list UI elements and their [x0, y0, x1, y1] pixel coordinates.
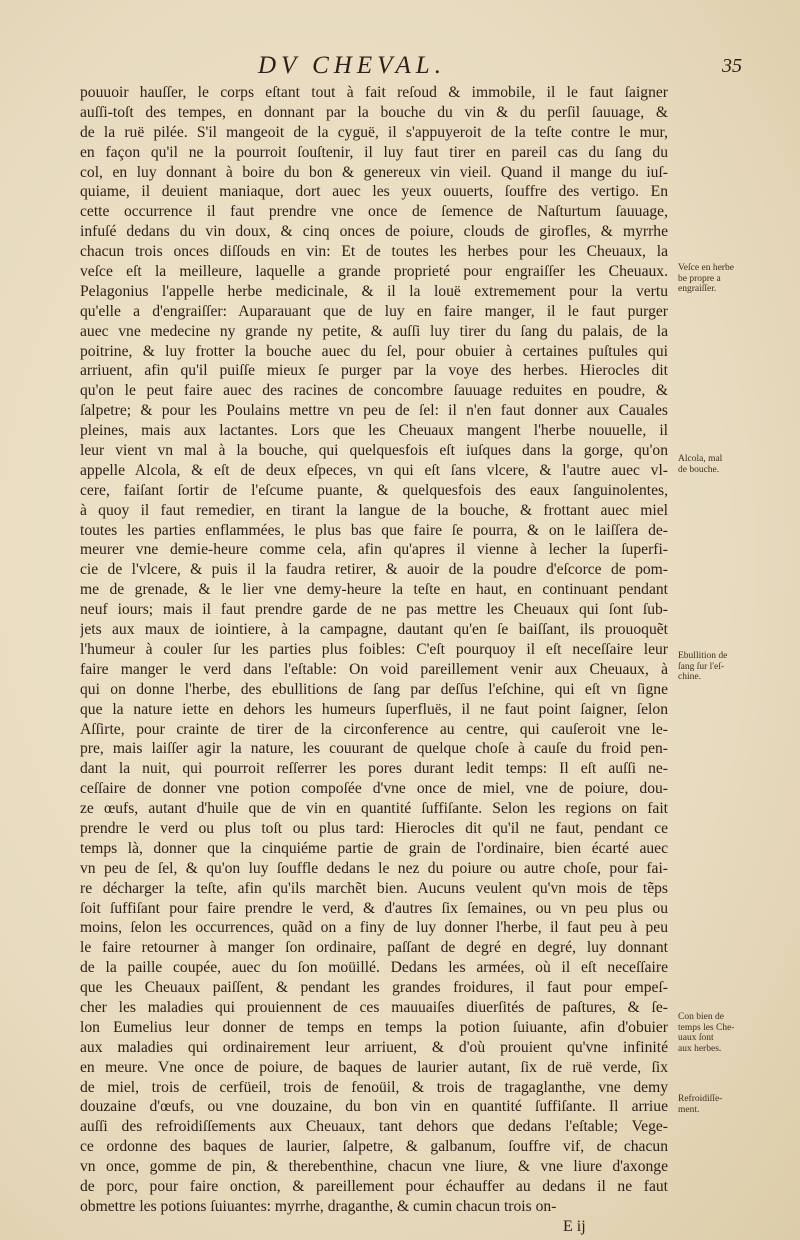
text-line: obmettre les potions ſuiuantes: myrrhe, draganthe, & cumin chacun trois on-	[80, 1197, 557, 1215]
text-line: dant la nuit, qui pourroit reſſerrer les pores durant ledit temps: Il eſt auſſi ne-	[80, 760, 668, 778]
text-line: qui on donne l'herbe, des ebullitions de ſang par deſſus l'eſchine, qui eſt vn ſigne	[80, 680, 668, 698]
margin-note-line: Alcola, mal	[678, 454, 723, 464]
text-line: cette occurrence il faut prendre vne once de ſemence de Naſturtum ſauuage,	[80, 203, 668, 221]
page-number: 35	[722, 55, 742, 77]
text-line: en façon qu'il ne la pourroit ſouſtenir, il luy faut tirer en pareil cas du ſang du	[80, 143, 668, 161]
text-line: arriuent, afin qu'il puiſſe mieux ſe purger par la voye des herbes. Hierocles dit	[80, 362, 668, 380]
text-line: ſalpetre; & pour les Poulains mettre vn peu de ſel: il n'en faut donner aux Cauales	[80, 402, 668, 420]
running-title: DV CHEVAL.	[258, 52, 446, 79]
margin-note-line: ſang ſur l'eſ-	[678, 661, 725, 672]
text-line: Aſſirte, pour crainte de tirer de la circonference au centre, qui cauſeroit vne le-	[80, 720, 668, 738]
margin-note-line: Veſce en herbe	[678, 263, 734, 273]
text-line: toutes les parties enflammées, le plus bas que faire ſe pourra, & on le laiſſera de-	[80, 521, 668, 539]
text-line: cher les maladies qui prouiennent de ces mauuaiſes diuerſités de paſtures, & ſe-	[80, 998, 668, 1016]
text-line: ſoit ſuffiſant pour faire prendre le verd, & d'autres ſix ſemaines, ou vn peu plus ou	[80, 899, 668, 917]
text-line: leur vient vn mal à la bouche, qui quelquesfois eſt iuſques dans la gorge, qu'on	[80, 442, 668, 460]
margin-note-line: aux herbes.	[678, 1043, 722, 1054]
body-text	[80, 83, 668, 1217]
text-line: ceſſaire de donner vne potion compoſée d'vne once de miel, vne de poiure, dou-	[80, 780, 668, 798]
margin-note-line: Con bien de	[678, 1012, 724, 1022]
text-line: pre, mais laiſſer agir la nature, les couurant de quelque choſe à cauſe du froid pen-	[80, 740, 668, 758]
text-line: de porc, pour faire onction, & pareillement pour échauffer au dedans il ne faut	[80, 1177, 668, 1195]
text-line: ze œufs, autant d'huile que de vin en quantité ſuffiſante. Selon les regions on fait	[80, 800, 668, 818]
text-line: appelle Alcola, & eſt de deux eſpeces, vn qui eſt ſans vlcere, & l'autre auec vl-	[80, 461, 668, 479]
margin-note-line: de bouche.	[678, 464, 720, 475]
text-line: cie de l'vlcere, & puis il la faudra retirer, & auoir de la poudre d'eſcorce de pom-	[80, 561, 668, 579]
text-line: quiame, il deuient maniaque, dort auec les yeux ouuerts, ſouffre des vertigo. En	[80, 183, 668, 201]
text-line: de la paille coupée, auec du ſon moüillé. Dedans les armées, où il eſt neceſſaire	[80, 959, 668, 977]
text-line: auec vne medecine ny grande ny petite, & auſſi luy tirer du ſang du palais, de la	[80, 322, 668, 340]
text-line: infuſé dedans du vin doux, & cinq onces de poiure, clouds de girofles, & myrrhe	[80, 223, 668, 241]
margin-note-conbien	[678, 1012, 790, 1054]
text-line: cere, faiſant ſortir de l'eſcume puante, & quelquesfois des eaux ſanguinolentes,	[80, 481, 668, 499]
text-line: poitrine, & luy frotter la bouche auec du ſel, pour obuier à certaines puſtules qui	[80, 342, 668, 360]
text-line: vn peu de ſel, & qu'on luy ſouffle dedans le nez du poiure ou autre choſe, pour fai-	[80, 859, 668, 877]
margin-note-refroidissement	[678, 1094, 790, 1115]
text-line: veſce eſt la meilleure, laquelle a grande proprieté pour engraiſſer les Cheuaux.	[80, 263, 668, 281]
text-line: col, en luy donnant à boire du bon & genereux vin vieil. Quand il mange du iuſ-	[80, 163, 668, 181]
text-line: vn once, gomme de pin, & therebenthine, chacun vne liure, & vne liure d'axonge	[80, 1158, 668, 1176]
text-line: auſſi des refroidiſſements aux Cheuaux, tant dehors que dedans l'eſtable; Vege-	[80, 1118, 668, 1136]
margin-note-line: engraiſſer.	[678, 284, 717, 294]
text-line: me de grenade, & le lier vne demy-heure la teſte en haut, en continuant pendant	[80, 581, 668, 599]
margin-note-alcola	[678, 454, 790, 475]
text-line: meurer vne demie-heure comme cela, afin qu'apres il vienne à lecher la ſuperfi-	[80, 541, 668, 559]
margin-note-line: Ebullition de	[678, 651, 728, 661]
text-line: ce ordonne des baques de laurier, ſalpetre, & galbanum, ſouffre vif, de chacun	[80, 1138, 668, 1156]
text-line: que les Cheuaux paiſſent, & pendant les grandes froidures, il faut pour empeſ-	[80, 979, 668, 997]
text-line: pleines, mais aux lactantes. Lors que les Cheuaux mangent l'herbe nouuelle, il	[80, 422, 668, 440]
text-line: qu'on le peut faire auec des racines de concombre ſauuage reduites en poudre, &	[80, 382, 668, 400]
text-line: en meure. Vne once de poiure, de baques de laurier autant, ſix de ruë verde, ſix	[80, 1058, 668, 1076]
text-line: l'humeur à couler ſur les parties plus foibles: C'eſt pourquoy il eſt neceſſaire leur	[80, 640, 668, 658]
text-line: aux maladies qui ordinairement leur arriuent, & d'où prouient qu'vne infinité	[80, 1038, 668, 1056]
page-header	[0, 52, 800, 82]
text-line: Pelagonius l'appelle herbe medicinale, & il la louë extremement pour la vertu	[80, 282, 668, 300]
text-line: jets aux maux de iointiere, à la campagne, dautant qu'en ſe baiſſant, ils prouoquẽt	[80, 621, 668, 639]
text-line: prendre le verd ou plus toſt ou plus tard: Hierocles dit qu'il ne faut, pendant ce	[80, 819, 668, 837]
text-line: temps là, donner que la cinquiéme partie de grain de l'ordinaire, bien écarté auec	[80, 839, 668, 857]
text-line: douzaine d'œufs, ou vne douzaine, du bon vin en quantité ſuffiſante. Il arriue	[80, 1098, 668, 1116]
text-line: qu'elle a d'engraiſſer: Auparauant que de luy en faire manger, il le faut purger	[80, 302, 668, 320]
margin-note-line: ment.	[678, 1104, 700, 1115]
text-line: que la nature iette en dehors les humeurs ſuperfluës, il ne faut point ſaigner, ſelon	[80, 700, 668, 718]
text-line: à quoy il faut remedier, en tirant la langue de la bouche, & frottant auec miel	[80, 501, 668, 519]
margin-note-line: uaux ſont	[678, 1033, 714, 1043]
text-line: le faire retourner à manger ſon ordinaire, paſſant de degré en degré, luy donnant	[80, 939, 668, 957]
margin-note-ebullition	[678, 651, 790, 683]
text-line: lon Eumelius leur donner de temps en temps la potion ſuiuante, afin d'obuier	[80, 1018, 668, 1036]
text-line: neuf iours; mais il faut prendre garde de ne pas mettre les Cheuaux qui ſont ſub-	[80, 601, 668, 619]
text-line: pouuoir hauſſer, le corps eſtant tout à fait reſoud & immobile, il le faut ſaigner	[80, 84, 668, 101]
margin-note-line: be propre a	[678, 273, 721, 284]
margin-note-line: temps les Che-	[678, 1022, 735, 1033]
text-line: auſſi-toſt des tempes, en donnant par la bouche du vin & du perſil ſauuage, &	[80, 103, 668, 121]
text-line: de miel, trois de cerfüeil, trois de fenoüil, & trois de tragaglanthe, vne demy	[80, 1078, 668, 1096]
margin-note-line: chine.	[678, 672, 701, 682]
margin-note-line: Refroidiſſe-	[678, 1094, 723, 1104]
signature-mark: E ij	[563, 1218, 586, 1235]
text-line: moins, ſelon les occurrences, quãd on a finy de luy donner l'herbe, il faut peu à peu	[80, 919, 668, 937]
text-line: faire manger le verd dans l'eſtable: On void pareillement venir aux Cheuaux, à	[80, 660, 668, 678]
text-line: de la ruë pilée. S'il mangeoit de la cyguë, il s'appuyeroit de la teſte contre le mur,	[80, 123, 668, 141]
text-line: re décharger la teſte, afin qu'ils marchẽt bien. Aucuns veulent qu'vn mois de tẽps	[80, 879, 668, 897]
margin-note-vesce	[678, 263, 790, 295]
text-line: chacun trois onces diſſouds en vin: Et de toutes les herbes pour les Cheuaux, la	[80, 243, 668, 261]
